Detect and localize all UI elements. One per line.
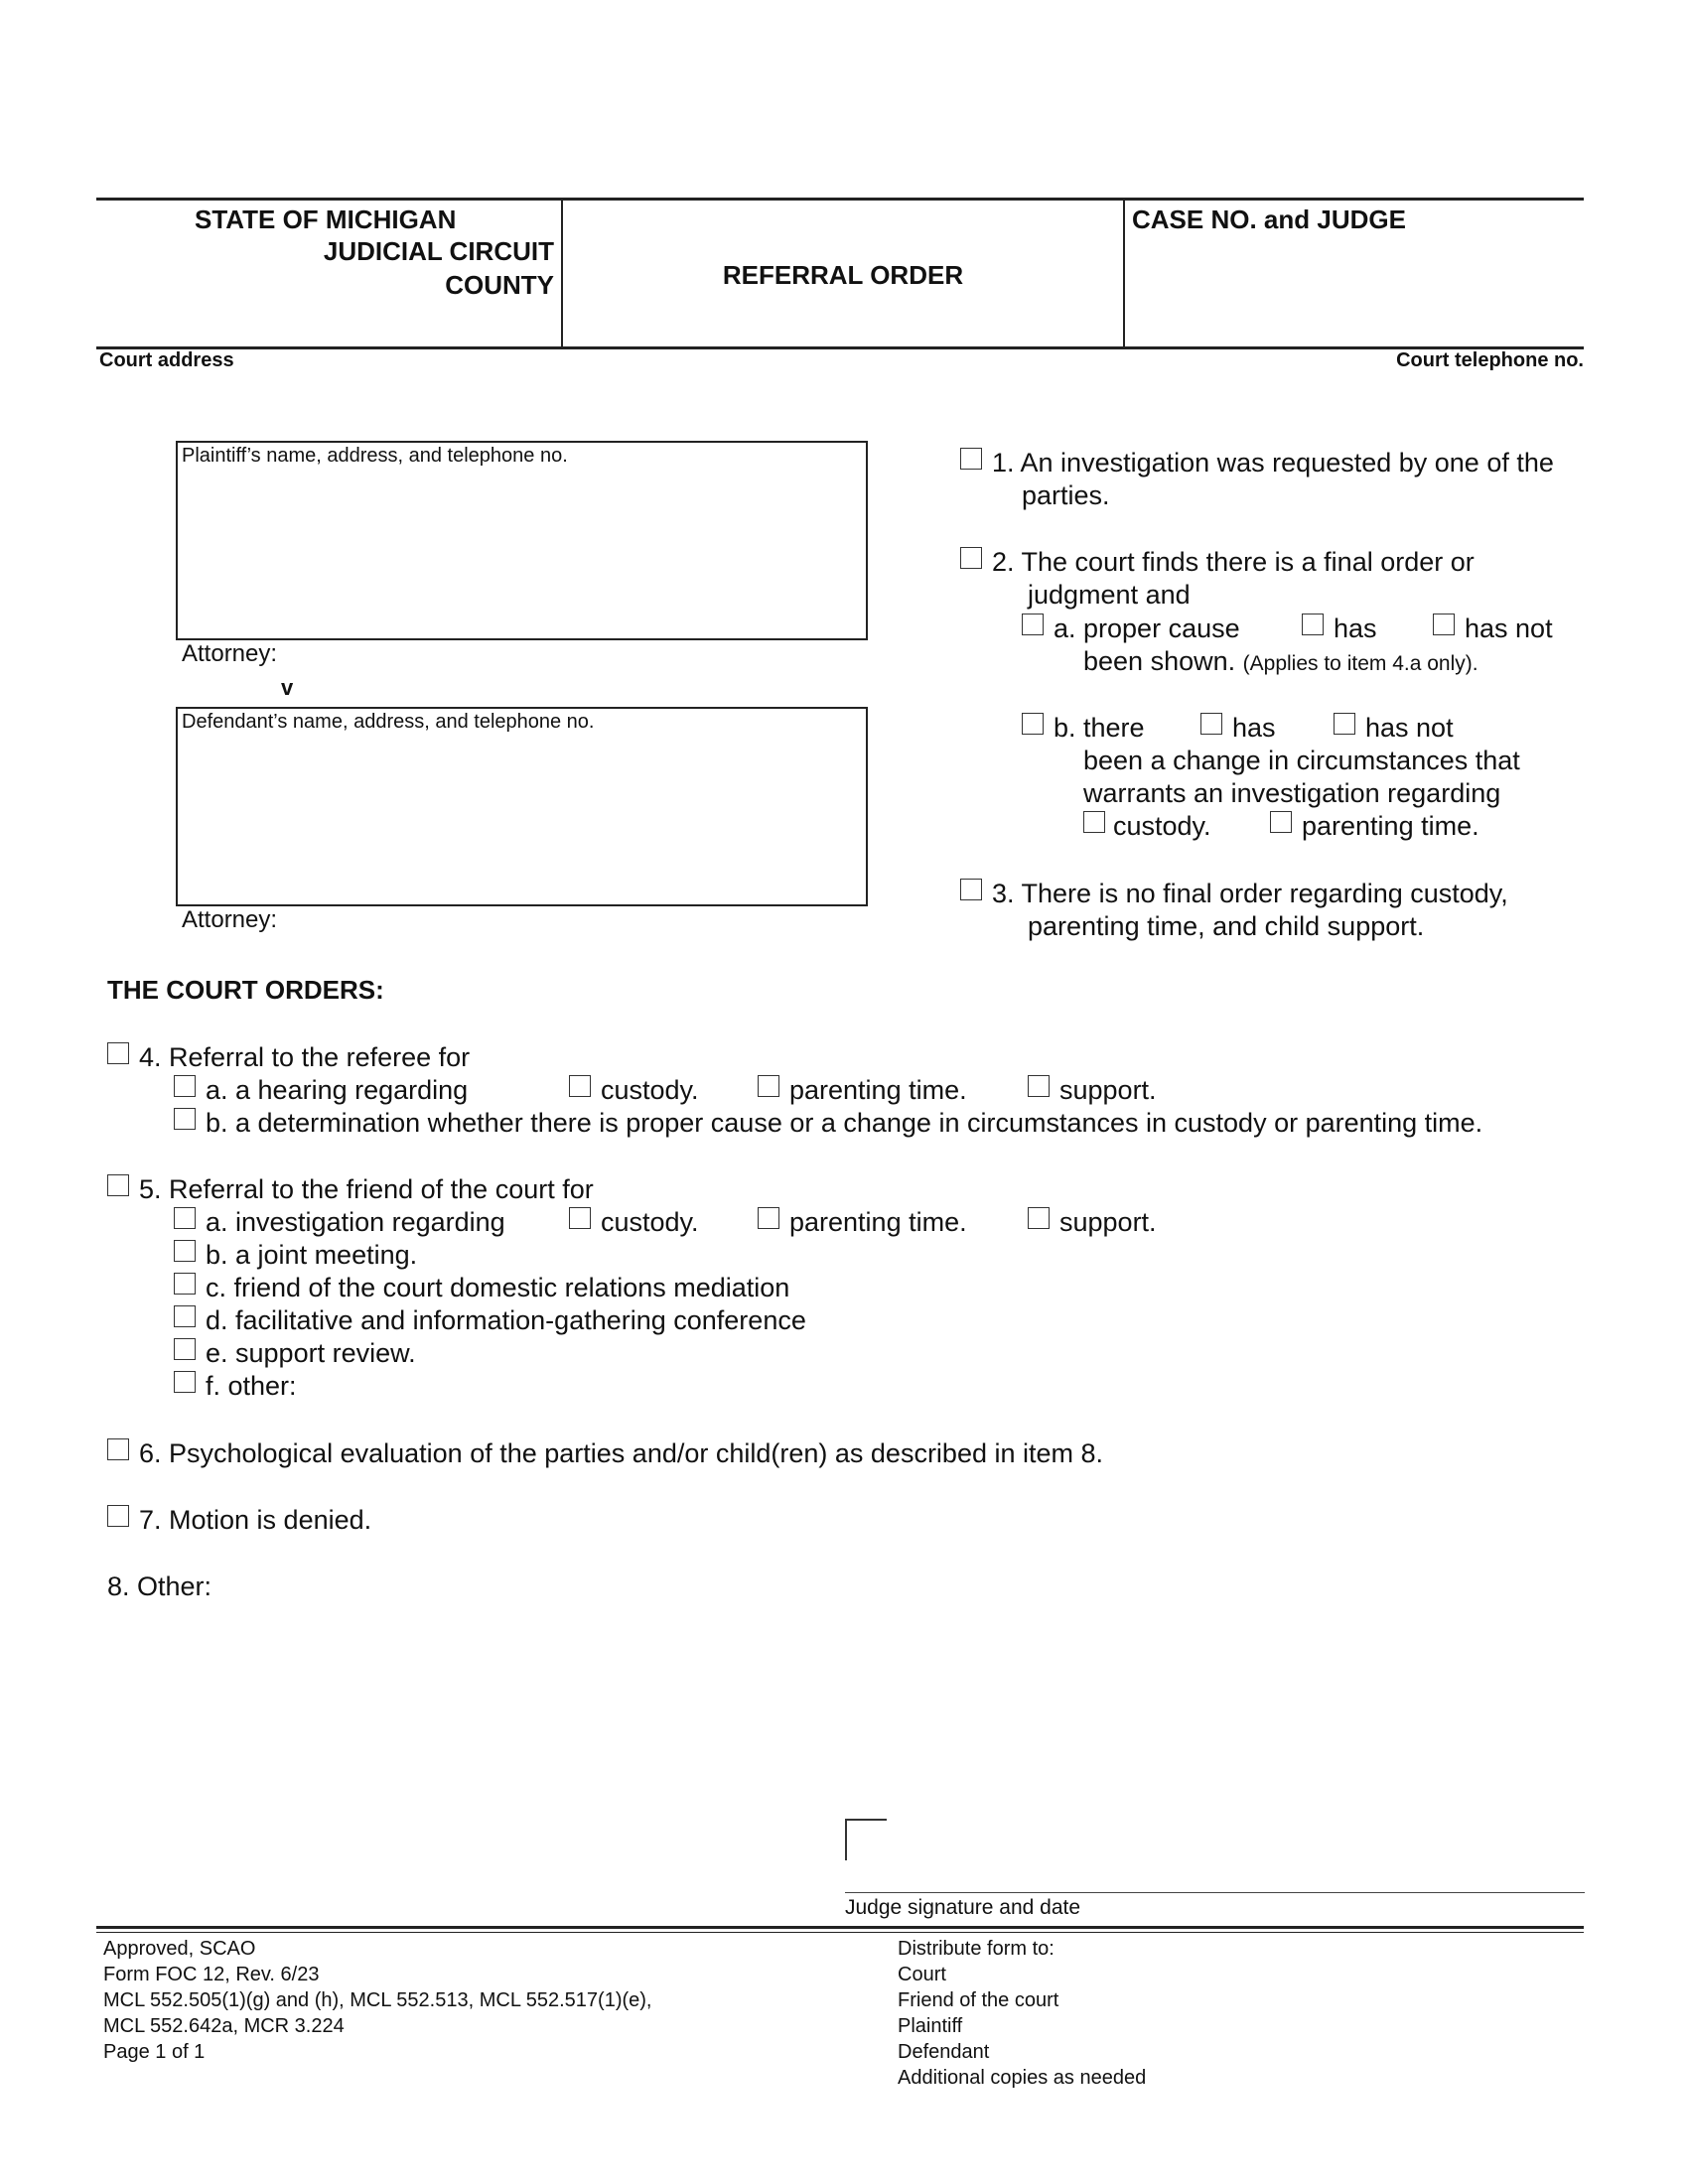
item2a-shown-text <box>1083 646 1478 677</box>
item4a-custody-checkbox[interactable] <box>569 1075 591 1097</box>
item6-checkbox[interactable] <box>107 1438 129 1460</box>
mcl-line-1: MCL 552.505(1)(g) and (h), MCL 552.513, MCL 552.517(1)(e), <box>103 1989 652 2011</box>
item5a-custody-label: custody. <box>601 1207 699 1237</box>
judge-signature-label: Judge signature and date <box>845 1896 1081 1919</box>
item2-checkbox[interactable] <box>960 547 982 569</box>
item5a-custody-checkbox[interactable] <box>569 1207 591 1229</box>
item2b-has-label: has <box>1232 713 1276 743</box>
item2b-has-checkbox[interactable] <box>1200 713 1222 735</box>
form-title: REFERRAL ORDER <box>722 260 964 290</box>
circuit-label: JUDICIAL CIRCUIT <box>323 236 554 266</box>
item5d-text: d. facilitative and information-gathering conference <box>206 1305 806 1335</box>
item5b-text: b. a joint meeting. <box>206 1240 418 1270</box>
item4a-text: a. a hearing regarding <box>206 1075 469 1105</box>
item5e-text: e. support review. <box>206 1338 416 1368</box>
item2b-text-cont2: warrants an investigation regarding <box>1083 778 1501 808</box>
versus-label: v <box>281 675 294 700</box>
item7-text: 7. Motion is denied. <box>139 1505 372 1535</box>
item2a-hasnot-checkbox[interactable] <box>1433 614 1455 635</box>
plaintiff-box[interactable] <box>176 441 868 640</box>
item5a-text: a. investigation regarding <box>206 1207 505 1237</box>
header-divider-left <box>561 199 563 347</box>
item5c-text: c. friend of the court domestic relations mediation <box>206 1273 790 1302</box>
distribute-additional: Additional copies as needed <box>898 2067 1147 2089</box>
item8-text: 8. Other: <box>107 1571 212 1601</box>
item2b-hasnot-label: has not <box>1365 713 1454 743</box>
item2a-hasnot-label: has not <box>1465 614 1553 643</box>
item2b-hasnot-checkbox[interactable] <box>1334 713 1355 735</box>
item2b-text-cont1: been a change in circumstances that <box>1083 746 1520 775</box>
item4-checkbox[interactable] <box>107 1042 129 1064</box>
item4a-support-label: support. <box>1059 1075 1157 1105</box>
item5a-parenting-label: parenting time. <box>789 1207 967 1237</box>
county-label: COUNTY <box>445 270 554 300</box>
item5a-support-label: support. <box>1059 1207 1157 1237</box>
item5f-text: f. other: <box>206 1371 297 1401</box>
item5-checkbox[interactable] <box>107 1174 129 1196</box>
distribute-defendant: Defendant <box>898 2041 990 2063</box>
distribute-label: Distribute form to: <box>898 1938 1055 1960</box>
court-orders-heading: THE COURT ORDERS: <box>107 975 384 1005</box>
defendant-box-caption: Defendant’s name, address, and telephone no. <box>182 711 595 733</box>
distribute-foc: Friend of the court <box>898 1989 1059 2011</box>
distribute-plaintiff: Plaintiff <box>898 2015 963 2037</box>
signature-line[interactable] <box>845 1892 1585 1893</box>
item4b-checkbox[interactable] <box>174 1108 196 1130</box>
item2a-has-label: has <box>1334 614 1377 643</box>
item2a-note: (Applies to item 4.a only). <box>1242 652 1478 675</box>
item3-text-cont: parenting time, and child support. <box>1028 911 1425 941</box>
item2b-checkbox[interactable] <box>1022 713 1044 735</box>
page-number: Page 1 of 1 <box>103 2041 206 2063</box>
court-address-label: Court address <box>99 349 234 371</box>
item4a-custody-label: custody. <box>601 1075 699 1105</box>
footer-left <box>103 1936 652 2065</box>
court-telephone-label: Court telephone no. <box>1396 349 1584 371</box>
approved-label: Approved, SCAO <box>103 1938 256 1960</box>
item3-text: 3. There is no final order regarding custody, <box>992 879 1508 908</box>
item6-text: 6. Psychological evaluation of the parties and/or child(ren) as described in item 8. <box>139 1438 1104 1468</box>
case-no-judge-label: CASE NO. and JUDGE <box>1132 205 1406 234</box>
item1-text: 1. An investigation was requested by one of the <box>992 448 1554 478</box>
plaintiff-attorney-label: Attorney: <box>182 640 278 667</box>
item4a-support-checkbox[interactable] <box>1028 1075 1050 1097</box>
item2b-parenting-checkbox[interactable] <box>1270 811 1292 833</box>
mcl-line-2: MCL 552.642a, MCR 3.224 <box>103 2015 345 2037</box>
item5b-checkbox[interactable] <box>174 1240 196 1262</box>
item5c-checkbox[interactable] <box>174 1273 196 1295</box>
item5a-checkbox[interactable] <box>174 1207 196 1229</box>
item2b-custody-label: custody. <box>1113 811 1211 841</box>
footer-distribution <box>898 1936 1146 2091</box>
item5d-checkbox[interactable] <box>174 1305 196 1327</box>
item5e-checkbox[interactable] <box>174 1338 196 1360</box>
item1-text-cont: parties. <box>1022 480 1110 510</box>
item5f-checkbox[interactable] <box>174 1371 196 1393</box>
footer-rule-2 <box>96 1932 1584 1933</box>
defendant-box[interactable] <box>176 707 868 906</box>
item2a-shown: been shown. <box>1083 646 1236 676</box>
item2b-label: b. there <box>1054 713 1145 743</box>
item5-text: 5. Referral to the friend of the court for <box>139 1174 594 1204</box>
item2a-checkbox[interactable] <box>1022 614 1044 635</box>
item5a-support-checkbox[interactable] <box>1028 1207 1050 1229</box>
item2a-label: a. proper cause <box>1054 614 1240 643</box>
item3-checkbox[interactable] <box>960 879 982 900</box>
distribute-court: Court <box>898 1964 946 1985</box>
item2b-custody-checkbox[interactable] <box>1083 811 1105 833</box>
item7-checkbox[interactable] <box>107 1505 129 1527</box>
item2b-parenting-label: parenting time. <box>1302 811 1479 841</box>
defendant-attorney-label: Attorney: <box>182 906 278 933</box>
item4b-text: b. a determination whether there is proper cause or a change in circumstances in custody or parenting time. <box>206 1108 1483 1138</box>
item5a-parenting-checkbox[interactable] <box>758 1207 779 1229</box>
header-divider-right <box>1123 199 1125 347</box>
item4a-parenting-checkbox[interactable] <box>758 1075 779 1097</box>
form-number: Form FOC 12, Rev. 6/23 <box>103 1964 320 1985</box>
item2a-has-checkbox[interactable] <box>1302 614 1324 635</box>
item2-text: 2. The court finds there is a final order or <box>992 547 1475 577</box>
item4a-checkbox[interactable] <box>174 1075 196 1097</box>
state-label: STATE OF MICHIGAN <box>195 205 457 234</box>
item1-checkbox[interactable] <box>960 448 982 470</box>
signature-corner-mark <box>845 1819 887 1860</box>
header-top-rule <box>96 198 1584 201</box>
item2-text-cont: judgment and <box>1028 580 1191 610</box>
plaintiff-box-caption: Plaintiff’s name, address, and telephone no. <box>182 445 568 467</box>
footer-rule-1 <box>96 1926 1584 1929</box>
item4a-parenting-label: parenting time. <box>789 1075 967 1105</box>
item4-text: 4. Referral to the referee for <box>139 1042 471 1072</box>
